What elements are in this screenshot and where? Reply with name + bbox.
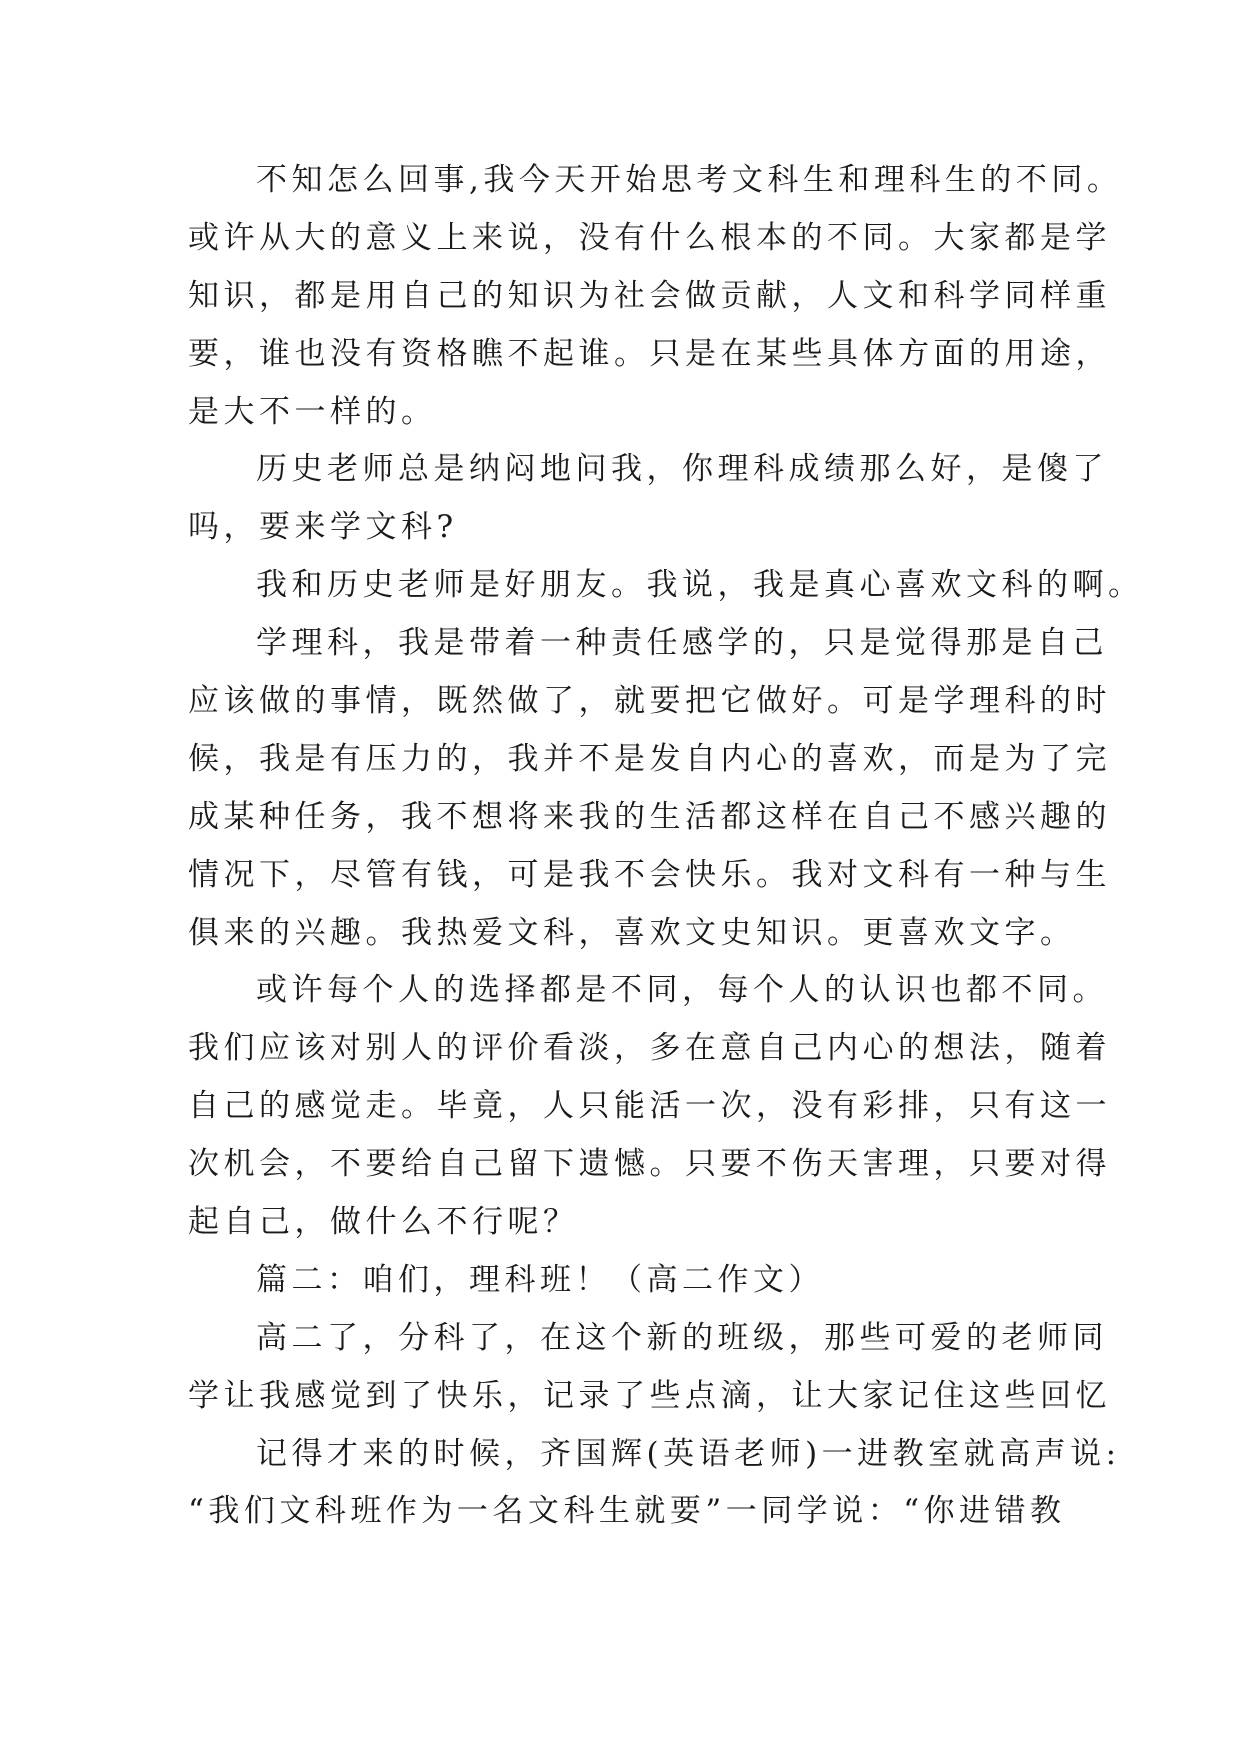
text-line: 吗，要来学文科? [188, 509, 458, 546]
text-line: 不知怎么回事,我今天开始思考文科生和理科生的不同。 [256, 162, 1123, 198]
text-line: 应该做的事情，既然做了，就要把它做好。可是学理科的时 [188, 683, 1111, 720]
text-line: 候，我是有压力的，我并不是发自内心的喜欢，而是为了完 [188, 740, 1111, 777]
section-heading: 篇二：咱们，理科班！（高二作文） [256, 1261, 824, 1298]
essay-body [188, 152, 1144, 1541]
text-line: 情况下，尽管有钱，可是我不会快乐。我对文科有一种与生 [188, 856, 1111, 893]
text-line: 是大不一样的。 [188, 393, 437, 430]
text-line: 历史老师总是纳闷地问我，你理科成绩那么好，是傻了 [256, 451, 1108, 488]
text-line: “我们文科班作为一名文科生就要”一同学说：“你进错教 [188, 1493, 1066, 1530]
text-line: 学理科，我是带着一种责任感学的，只是觉得那是自己 [256, 625, 1108, 662]
text-line: 要，谁也没有资格瞧不起谁。只是在某些具体方面的用途， [188, 335, 1111, 372]
text-line: 我们应该对别人的评价看淡，多在意自己内心的想法，随着 [188, 1030, 1111, 1067]
text-line: 起自己，做什么不行呢？ [188, 1204, 579, 1241]
text-line: 我和历史老师是好朋友。我说，我是真心喜欢文科的啊。 [256, 567, 1144, 604]
text-line: 高二了，分科了，在这个新的班级，那些可爱的老师同 [256, 1319, 1108, 1356]
text-line: 学让我感觉到了快乐，记录了些点滴，让大家记住这些回忆 [188, 1377, 1111, 1414]
text-line: 记得才来的时候，齐国辉(英语老师)一进教室就高声说: [256, 1435, 1121, 1472]
text-line: 成某种任务，我不想将来我的生活都这样在自己不感兴趣的 [188, 798, 1111, 835]
text-line: 知识，都是用自己的知识为社会做贡献，人文和科学同样重 [188, 277, 1111, 314]
text-line: 俱来的兴趣。我热爱文科，喜欢文史知识。更喜欢文字。 [188, 914, 1076, 951]
text-line: 自己的感觉走。毕竟，人只能活一次，没有彩排，只有这一 [188, 1088, 1111, 1125]
text-line: 或许每个人的选择都是不同，每个人的认识也都不同。 [256, 972, 1108, 1009]
text-line: 次机会，不要给自己留下遗憾。只要不伤天害理，只要对得 [188, 1146, 1111, 1183]
text-line: 或许从大的意义上来说，没有什么根本的不同。大家都是学 [188, 219, 1111, 256]
